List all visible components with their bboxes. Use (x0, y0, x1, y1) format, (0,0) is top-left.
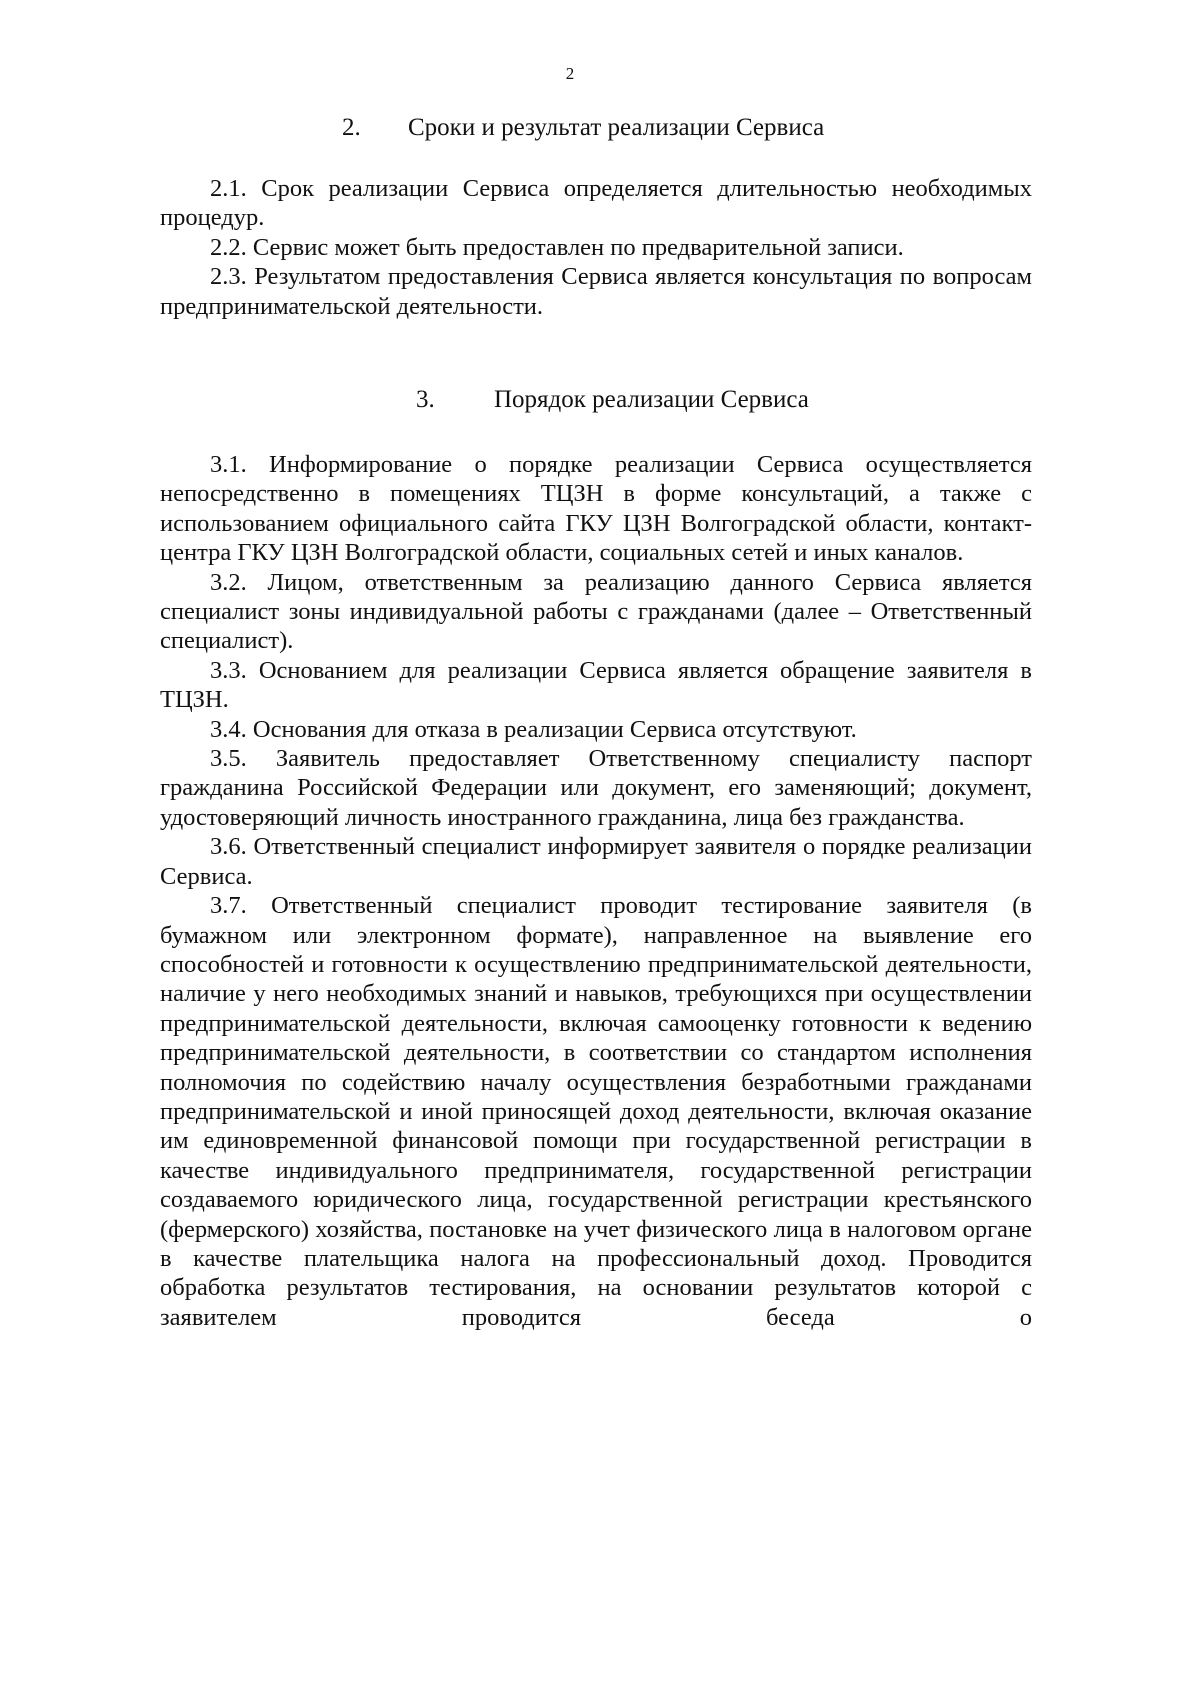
section-3-title: Порядок реализации Сервиса (494, 386, 809, 413)
paragraph-3-4: 3.4. Основания для отказа в реализации Сервиса отсутствуют. (210, 715, 857, 743)
paragraph-2-3: 2.3. Результатом предоставления Сервиса является консультация по вопросам предпринимательской деятельности. (160, 263, 1032, 320)
paragraph-3-5: 3.5. Заявитель предоставляет Ответственному специалисту паспорт гражданина Российской Федерации или документ, его заменяющий; документ, удостоверяющий личность иностранного гражданина, лица без гражданства. (160, 745, 1032, 831)
paragraph-3-7: 3.7. Ответственный специалист проводит тестирование заявителя (в бумажном или электронном формате), направленное на выявление его способностей и готовности к осуществлению предпринимательской деятельности, наличие у него необходимых знаний и навыков, требующихся при осуществлении предпринимательской деятельности, включая самооценку готовности к ведению предпринимательской деятельности, в соответствии со стандартом исполнения полномочия по содействию началу осуществления безработными гражданами предпринимательской и иной приносящей доход деятельности, включая оказание им единовременной финансовой помощи при государственной регистрации в качестве индивидуального предпринимателя, государственной регистрации создаваемого юридического лица, государственной регистрации крестьянского (фермерского) хозяйства, постановке на учет физического лица в налоговом органе в качестве плательщика налога на профессиональный доход. Проводится обработка результатов тестирования, на основании результатов которой с заявителем проводится беседа о (160, 892, 1032, 1331)
paragraph-3-3: 3.3. Основанием для реализации Сервиса является обращение заявителя в ТЦЗН. (160, 656, 1032, 714)
section-2-body (160, 174, 1032, 321)
page-number: 2 (565, 64, 575, 83)
paragraph-2-1: 2.1. Срок реализации Сервиса определяется длительностью необходимых процедур. (160, 175, 1032, 232)
paragraph-3-2: 3.2. Лицом, ответственным за реализацию данного Сервиса является специалист зоны индивидуальной работы с гражданами (далее – Ответственный специалист). (160, 568, 1032, 655)
paragraph-3-1: 3.1. Информирование о порядке реализации Сервиса осуществляется непосредственно в помещениях ТЦЗН в форме консультаций, а также с использованием официального сайта ГКУ ЦЗН Волгоградской области, контакт-центра ГКУ ЦЗН Волгоградской области, социальных сетей и иных каналов. (160, 451, 1032, 567)
paragraph-2-2: 2.2. Сервис может быть предоставлен по предварительной записи. (210, 233, 904, 261)
paragraph-3-6: 3.6. Ответственный специалист информирует заявителя о порядке реализации Сервиса. (160, 833, 1032, 890)
section-2-title: Сроки и результат реализации Сервиса (408, 114, 825, 141)
section-2-number: 2. (342, 114, 361, 141)
section-3-body (160, 450, 1032, 1332)
section-3-number: 3. (416, 386, 435, 413)
